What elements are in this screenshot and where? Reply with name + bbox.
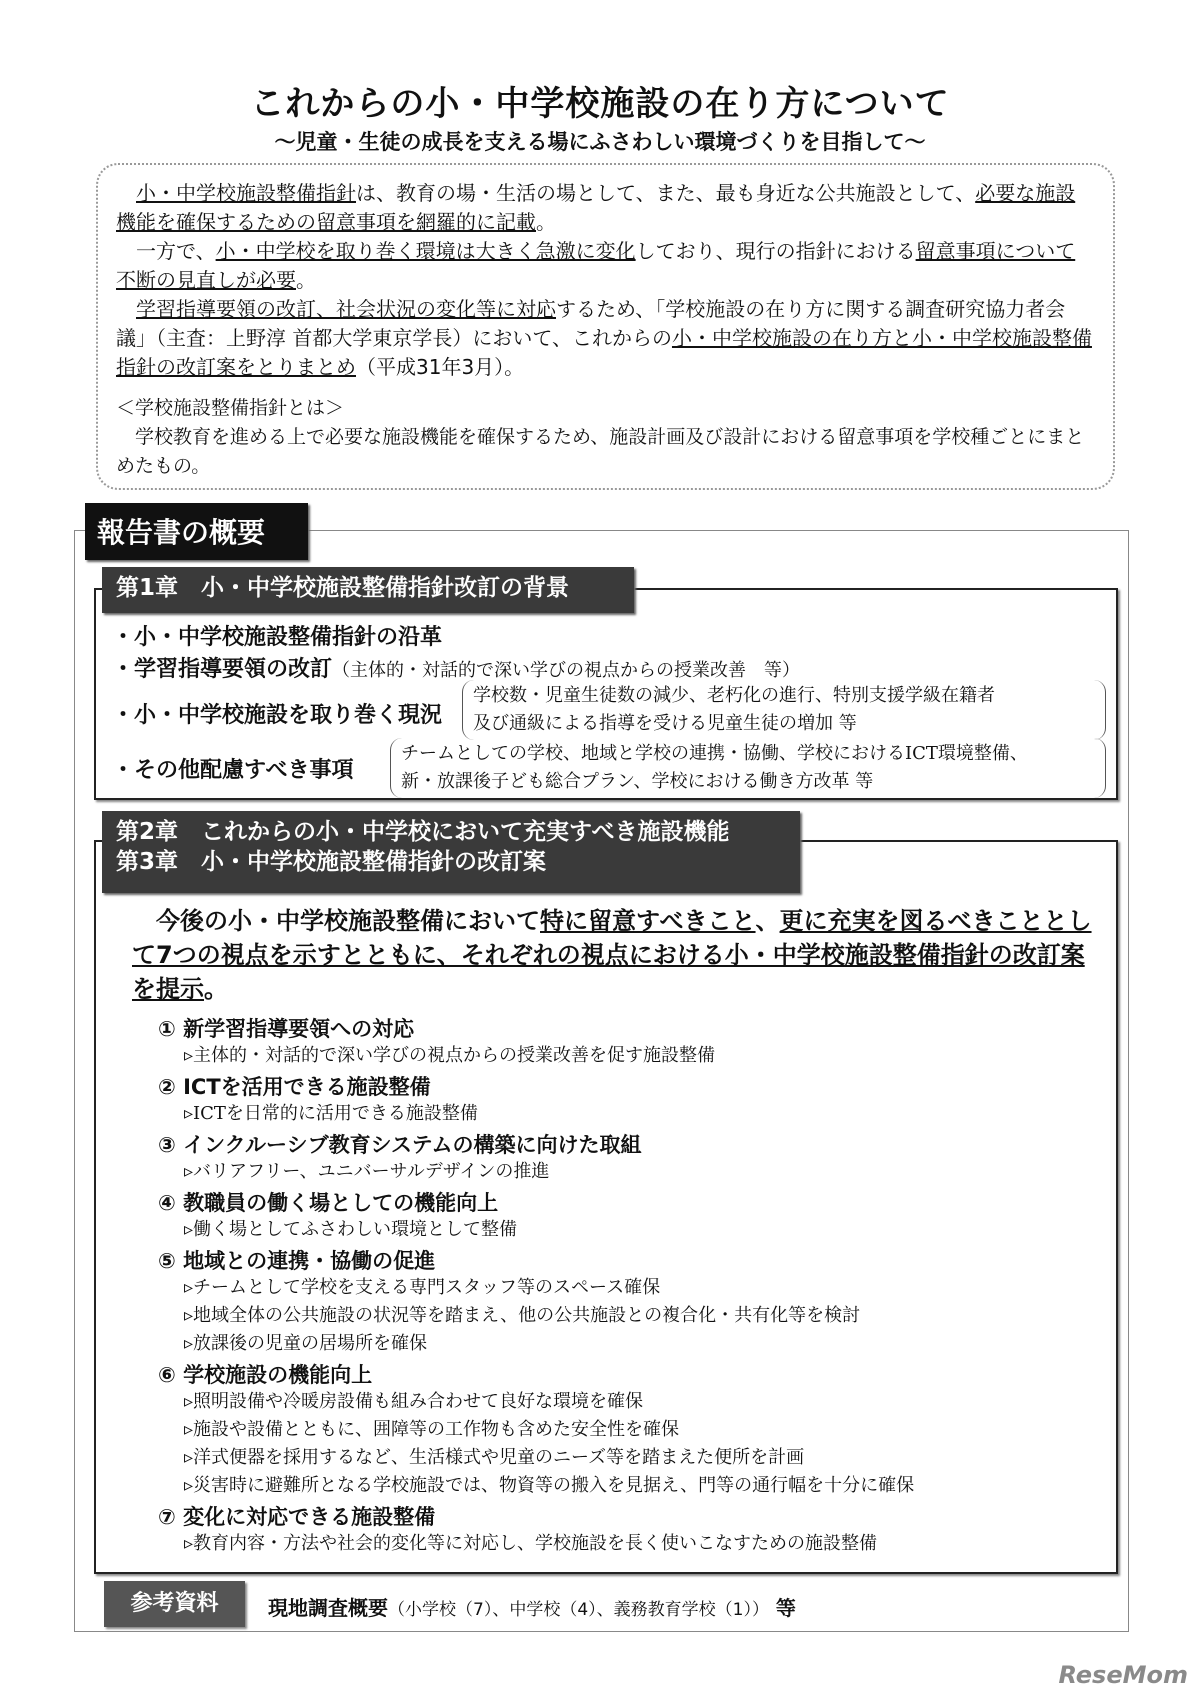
viewpoint-detail: ▹洋式便器を採用するなど、生活様式や児童のニーズ等を踏まえた便所を計画 <box>184 1447 805 1468</box>
reference-suffix: 等 <box>768 1596 796 1620</box>
viewpoint-title: ⑥ 学校施設の機能向上 <box>158 1363 373 1387</box>
intro-text: しており、現行の指針における <box>635 239 916 263</box>
viewpoint-title: ⑤ 地域との連携・協働の促進 <box>158 1249 436 1273</box>
intro-text: 。 <box>296 268 316 292</box>
ch1-item: ・小・中学校施設整備指針の沿革 <box>112 625 443 650</box>
reference-title: 現地調査概要 <box>268 1596 388 1620</box>
ch1-detail-bracket <box>390 738 1106 798</box>
intro-paragraph-1 <box>116 179 1095 237</box>
viewpoint-detail: ▹照明設備や冷暖房設備も組み合わせて良好な環境を確保 <box>184 1391 644 1412</box>
viewpoint-title: ③ インクルーシブ教育システムの構築に向けた取組 <box>158 1133 642 1157</box>
reference-label: 参考資料 <box>104 1581 245 1627</box>
intro-box <box>96 163 1115 490</box>
ch1-detail-line: チームとしての学校、地域と学校の連携・協働、学校におけるICT環境整備、 <box>401 743 1028 764</box>
viewpoint-detail: ▹主体的・対話的で深い学びの視点からの授業改善を促す施設整備 <box>184 1045 716 1066</box>
viewpoint-detail: ▹施設や設備とともに、囲障等の工作物も含めた安全性を確保 <box>184 1419 680 1440</box>
reference-text <box>268 1592 796 1621</box>
definition-heading: ＜学校施設整備指針とは＞ <box>116 397 345 419</box>
watermark-logo: ReseMom <box>1058 1661 1188 1689</box>
intro-text: するため、「学校施設の在り方に関する調査研究協力者会議」（主査：上野淳 首都大学東京学長）において、これからの <box>116 297 1066 350</box>
viewpoint-detail: ▹バリアフリー、ユニバーサルデザインの推進 <box>184 1161 550 1182</box>
summary-text: 。 <box>204 975 228 1003</box>
page-subtitle: ～児童・生徒の成長を支える場にふさわしい環境づくりを目指して～ <box>274 130 926 154</box>
viewpoint-list <box>158 1012 1098 1558</box>
ch1-detail-line: 及び通級による指導を受ける児童生徒の増加 等 <box>473 713 857 734</box>
chapter2-title: 第2章 これからの小・中学校において充実すべき施設機能 <box>116 819 730 845</box>
viewpoint-detail: ▹働く場としてふさわしい環境として整備 <box>184 1219 518 1240</box>
intro-text: 小・中学校施設整備指針 <box>136 181 356 205</box>
viewpoint-detail: ▹教育内容・方法や社会的変化等に対応し、学校施設を長く使いこなすための施設整備 <box>184 1533 878 1554</box>
ch1-item-label: ・学習指導要領の改訂 <box>112 657 333 682</box>
intro-text: 一方で、 <box>136 239 216 263</box>
chapter2-summary <box>132 904 1102 1006</box>
summary-label: 報告書の概要 <box>85 503 308 560</box>
viewpoint-title: ⑦ 変化に対応できる施設整備 <box>158 1505 436 1529</box>
chapter3-title: 第3章 小・中学校施設整備指針の改訂案 <box>116 849 547 875</box>
viewpoint-title: ④ 教職員の働く場としての機能向上 <box>158 1191 499 1215</box>
definition-text: 学校教育を進める上で必要な施設機能を確保するため、施設計画及び設計における留意事項を学校種ごとにまとめたもの。 <box>116 426 1085 477</box>
ch1-item: ・小・中学校施設を取り巻く現況 <box>112 703 443 728</box>
intro-paragraph-3 <box>116 295 1095 382</box>
ch1-detail-line: 新・放課後子ども総合プラン、学校における働き方改革 等 <box>401 771 874 792</box>
viewpoint-detail: ▹地域全体の公共施設の状況等を踏まえ、他の公共施設との複合化・共有化等を検討 <box>184 1305 861 1326</box>
chapter1-title: 第1章 小・中学校施設整備指針改訂の背景 <box>102 567 634 613</box>
summary-text: 特に留意すべきこと <box>540 907 756 935</box>
viewpoint-detail: ▹チームとして学校を支える専門スタッフ等のスペース確保 <box>184 1277 661 1298</box>
ch1-item-note: （主体的・対話的で深い学びの視点からの授業改善 等） <box>332 660 801 681</box>
viewpoint-title: ① 新学習指導要領への対応 <box>158 1017 415 1041</box>
intro-text: 小・中学校を取り巻く環境は大きく急激に変化 <box>215 239 636 263</box>
ch1-detail-line: 学校数・児童生徒数の減少、老朽化の進行、特別支援学級在籍者 <box>473 685 995 706</box>
intro-text: は、教育の場・生活の場として、また、最も身近な公共施設として、 <box>356 181 976 205</box>
intro-text: 学習指導要領の改訂、社会状況の変化等に対応 <box>136 297 556 321</box>
intro-text: 留意事項について不断の見直しが必要 <box>116 239 1076 292</box>
intro-text: 小・中学校施設の在り方と小・中学校施設整備指針の改訂案をとりまとめ <box>116 326 1092 379</box>
intro-text: 。 <box>536 210 556 234</box>
summary-text: 今後の小・中学校施設整備において <box>156 907 540 935</box>
chapter2-3-title <box>102 811 800 893</box>
viewpoint-detail: ▹放課後の児童の居場所を確保 <box>184 1333 428 1354</box>
summary-text: 、 <box>755 907 780 935</box>
summary-text: 更に充実を図るべきこととして7つの視点を示すとともに、それぞれの視点における小・中学校施設整備指針の改訂案を提示 <box>132 907 1092 1003</box>
page-title: これからの小・中学校施設の在り方について <box>250 84 950 124</box>
intro-text: 必要な施設機能を確保するための留意事項を網羅的に記載 <box>116 181 1076 234</box>
viewpoint-detail: ▹災害時に避難所となる学校施設では、物資等の搬入を見据え、門等の通行幅を十分に確保 <box>184 1475 915 1496</box>
viewpoint-title: ② ICTを活用できる施設整備 <box>158 1075 431 1099</box>
ch1-item: ・その他配慮すべき事項 <box>112 758 354 783</box>
intro-paragraph-2 <box>116 237 1095 295</box>
reference-detail: （小学校（7）、中学校（4）、義務教育学校（1）） <box>388 1600 769 1620</box>
ch1-item <box>112 652 800 683</box>
ch1-detail-bracket <box>462 680 1106 740</box>
viewpoint-detail: ▹ICTを日常的に活用できる施設整備 <box>184 1103 478 1124</box>
intro-text: （平成31年3月）。 <box>356 355 525 379</box>
